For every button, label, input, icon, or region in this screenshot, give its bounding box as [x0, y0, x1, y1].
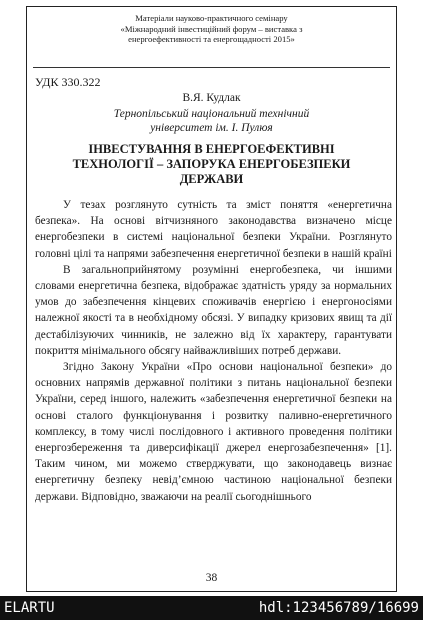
affiliation-line-1: Тернопільський національний технічний [113, 108, 310, 120]
paragraph-3: Згідно Закону України «Про основи національної безпеки» до основних напрямів державної політики з питань національної безпеки України, серед іншого, належить «забезпечення енергетичної безпеки на основі сталого функціонування і розвитку паливно-енергетичного комплексу, в тому числі послідовного і активного проведення політики енергозбереження та диверсифікації джерел енергозабезпечення» [1]. Таким чином, ми можемо стверджувати, що законодавець визнає енергетичну безпеку невід’ємною частиною національної безпеки держави. Відповідно, зважаючи на реалії сьогоднішнього [35, 361, 392, 503]
header-line-3: енергоефективності та енергощадності 2015» [128, 34, 295, 44]
header-line-2: «Міжнародний інвестиційний форум – виставка з [120, 23, 303, 34]
affiliation-line-2: університет ім. І. Пулюя [150, 122, 273, 134]
document-page [26, 6, 397, 592]
paragraph-2: В загальноприйнятому розумінні енергобезпека, чи іншими словами енергетична безпека, відображає здатність уряду за нормальних умов до забезпечення кінцевих споживачів енергією і енергоносіями належної якості та в необхідному обсязі. У випадку кризових явищ та дії дестабілізуючих чинників, не залежно від їх характеру, гарантувати покриття мінімального обсягу найважливіших потреб держави. [35, 263, 392, 357]
footer-bar [0, 596, 423, 620]
article-title [27, 142, 396, 187]
udc-code: УДК 330.322 [35, 75, 101, 89]
author-affiliation [27, 107, 396, 135]
author-name: В.Я. Кудлак [182, 92, 241, 104]
page-number: 38 [205, 572, 218, 584]
header-line-1: Матеріали науково-практичного семінару [135, 13, 288, 23]
title-line-3: ДЕРЖАВИ [179, 172, 244, 186]
header-divider [33, 67, 390, 68]
title-line-1: ІНВЕСТУВАННЯ В ЕНЕРГОЕФЕКТИВНІ [88, 142, 335, 156]
paragraph-1: У тезах розглянуто сутність та зміст поняття «енергетична безпека». На основі вітчизняного законодавства визначено місце енергобезпеки в системі національної безпеки України. Розглянуто головні цілі та напрями забезпечення енергетичної безпеки в нашій країні [35, 199, 392, 260]
conference-header [27, 13, 396, 45]
title-line-2: ТЕХНОЛОГІЇ – ЗАПОРУКА ЕНЕРГОБЕЗПЕКИ [72, 157, 351, 171]
handle-identifier: hdl:123456789/16699 [258, 600, 419, 616]
article-body [35, 197, 392, 505]
repository-label: ELARTU [4, 600, 55, 616]
